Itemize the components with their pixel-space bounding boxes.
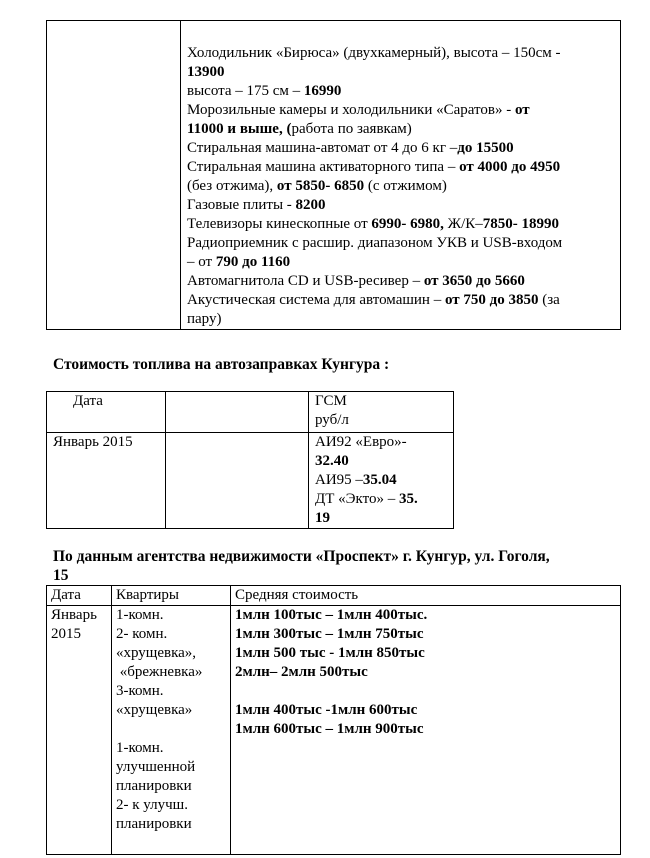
list-item: Акустическая система для автомашин – от 750 до 3850 (за bbox=[187, 292, 560, 308]
realty-flats: 1-комн. 2- комн. «хрущевка», «брежневка» 3-комн. «хрущевка» 1-комн. улучшенной планировки 2- к улучш. планировки bbox=[112, 606, 231, 855]
list-item: Газовые плиты - 8200 bbox=[187, 197, 326, 213]
realty-table bbox=[46, 585, 621, 855]
list-item: Телевизоры кинескопные от 6990- 6980, Ж/К–7850- 18990 bbox=[187, 216, 559, 232]
appliances-cell bbox=[181, 21, 621, 330]
realty-col-date: Дата bbox=[47, 586, 112, 606]
appliances-empty-cell bbox=[47, 21, 181, 330]
fuel-table bbox=[46, 391, 454, 529]
realty-col-flats: Квартиры bbox=[112, 586, 231, 606]
list-item: 13900 bbox=[187, 64, 225, 80]
fuel-prices: АИ92 «Евро»- 32.40 АИ95 –35.04 ДТ «Экто» – 35. 19 bbox=[309, 433, 454, 529]
list-item: Автомагнитола CD и USB-ресивер – от 3650 до 5660 bbox=[187, 273, 525, 289]
list-item: Морозильные камеры и холодильники «Саратов» - от bbox=[187, 102, 530, 118]
list-item: Холодильник «Бирюса» (двухкамерный), высота – 150см - bbox=[187, 45, 561, 61]
list-item: (без отжима), от 5850- 6850 (с отжимом) bbox=[187, 178, 447, 194]
realty-prices: 1млн 100тыс – 1млн 400тыс. 1млн 300тыс – 1млн 750тыс 1млн 500 тыс - 1млн 850тыс 2млн– 2млн 500тыс 1млн 400тыс -1млн 600тыс 1млн 600тыс – 1млн 900тыс bbox=[231, 606, 621, 855]
fuel-col-date: Дата bbox=[47, 392, 166, 433]
fuel-empty bbox=[166, 433, 309, 529]
fuel-date: Январь 2015 bbox=[47, 433, 166, 529]
fuel-col-gsm: ГСМ руб/л bbox=[309, 392, 454, 433]
realty-date: Январь 2015 bbox=[47, 606, 112, 855]
list-item: Стиральная машина-автомат от 4 до 6 кг –до 15500 bbox=[187, 140, 514, 156]
appliances-table bbox=[46, 20, 621, 330]
fuel-col-empty bbox=[166, 392, 309, 433]
realty-heading: По данным агентства недвижимости «Проспект» г. Кунгур, ул. Гоголя, 15 bbox=[53, 548, 550, 584]
list-item: – от 790 до 1160 bbox=[187, 254, 291, 270]
list-item: Стиральная машина активаторного типа – от 4000 до 4950 bbox=[187, 159, 561, 175]
fuel-heading: Стоимость топлива на автозаправках Кунгура : bbox=[53, 356, 390, 373]
list-item: 11000 и выше, (работа по заявкам) bbox=[187, 121, 412, 137]
list-item: Радиоприемник с расшир. диапазоном УКВ и USB-входом bbox=[187, 235, 563, 251]
list-item: пару) bbox=[187, 311, 222, 327]
realty-col-price: Средняя стоимость bbox=[231, 586, 621, 606]
list-item: высота – 175 см – 16990 bbox=[187, 83, 342, 99]
